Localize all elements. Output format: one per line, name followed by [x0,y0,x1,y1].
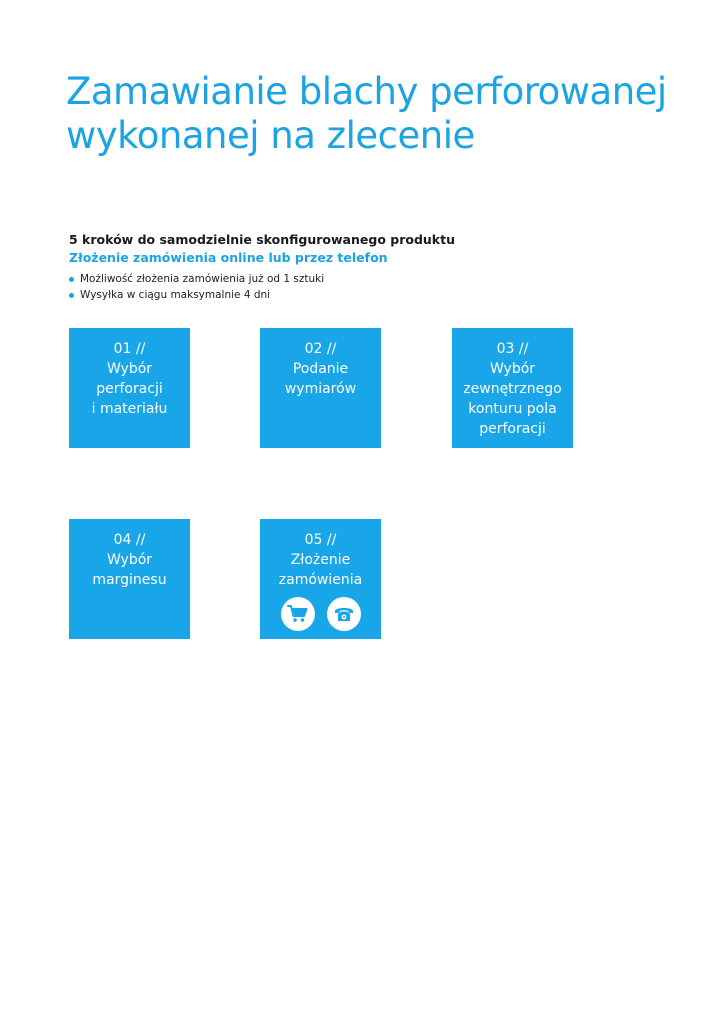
step-number: 01 // [113,341,146,357]
step-label-line: wymiarów [284,381,357,397]
step-01-box [69,328,190,448]
feature-item [69,271,569,287]
step-number: 05 // [304,532,337,548]
step-label-line: marginesu [92,572,167,588]
step-label-line: perforacji [96,381,163,397]
step-label-line: Złożenie [290,552,351,568]
step-label-line: Wybór [106,361,153,377]
intro-section [69,231,569,303]
step-label-line: konturu pola [468,401,557,417]
feature-list [69,271,569,303]
step-number: 04 // [113,532,146,548]
step-label-line: perforacji [479,421,546,437]
order-channel-icons [260,597,381,631]
step-label-line: i materiału [91,401,168,417]
step-02-box [260,328,381,448]
step-number: 02 // [304,341,337,357]
page-title-line-1: Zamawianie blachy perforowanej [66,70,667,113]
intro-subheading: Złożenie zamówienia online lub przez telefon [69,250,388,265]
step-label-line: Podanie [292,361,349,377]
bullet-icon [69,293,74,298]
feature-text: Wysyłka w ciągu maksymalnie 4 dni [80,289,271,301]
intro-heading: 5 kroków do samodzielnie skonfigurowanego produktu [69,232,455,247]
bullet-icon [69,277,74,282]
feature-text: Możliwość złożenia zamówienia już od 1 sztuki [80,273,325,285]
step-05-box [260,519,381,639]
step-label-line: zamówienia [278,572,363,588]
step-04-box [69,519,190,639]
step-label-line: Wybór [489,361,536,377]
page-title [66,70,706,158]
step-number: 03 // [496,341,529,357]
telephone-icon[interactable] [327,597,361,631]
step-03-box [452,328,573,448]
shopping-cart-icon[interactable] [281,597,315,631]
page-title-line-2: wykonanej na zlecenie [66,114,475,157]
step-label-line: Wybór [106,552,153,568]
step-label-line: zewnętrznego [463,381,562,397]
feature-item [69,287,569,303]
